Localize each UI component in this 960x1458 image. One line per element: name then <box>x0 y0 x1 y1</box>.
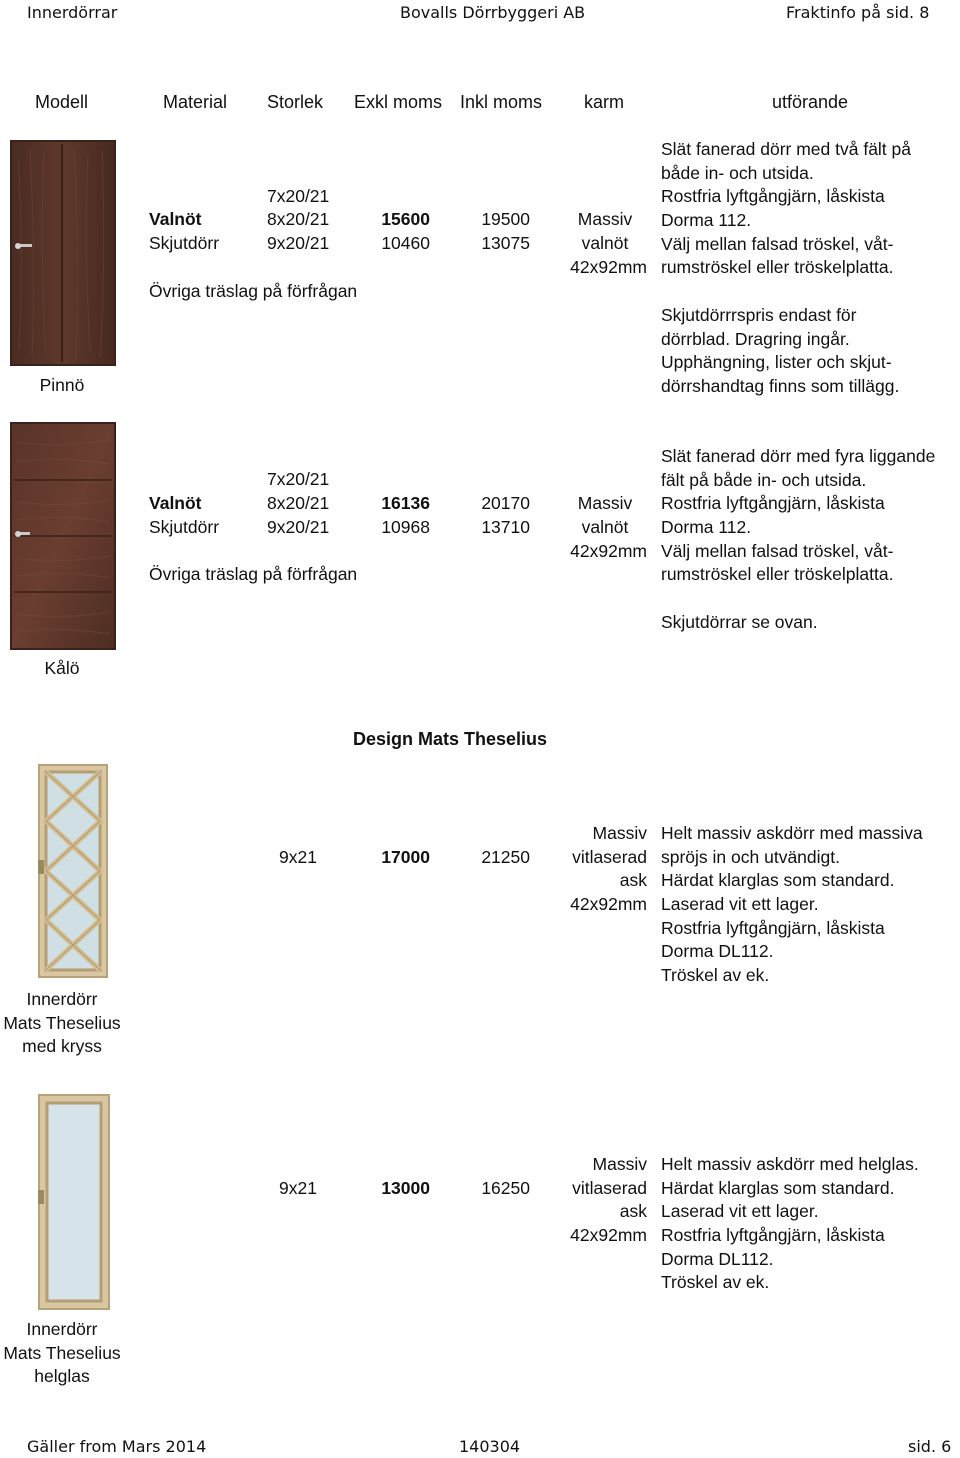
desc-line: dörrshandtag finns som tillägg. <box>661 375 900 396</box>
size-7x20: 7x20/21 <box>267 469 330 489</box>
desc-line: rumströskel eller tröskelplatta. <box>661 564 894 585</box>
desc-line: Slät fanerad dörr med två fält på <box>661 139 911 159</box>
price-inkl-skjut: 13075 <box>481 233 530 253</box>
karm-line: Massiv <box>592 823 647 843</box>
desc-line <box>661 587 935 611</box>
header-left: Innerdörrar <box>27 3 118 22</box>
col-header-material: Material <box>163 92 228 112</box>
other-wood-note: Övriga träslag på förfrågan <box>149 281 358 301</box>
material-skjutdorr: Skjutdörr <box>149 233 220 253</box>
price-inkl-skjut: 13710 <box>481 517 530 537</box>
model-name-line: Mats Theselius <box>3 1342 121 1363</box>
model-name-line: Mats Theselius <box>3 1012 121 1033</box>
karm-line: vitlaserad <box>572 846 647 867</box>
size-8x20: 8x20/21 <box>267 209 330 229</box>
desc-line: rumströskel eller tröskelplatta. <box>661 257 894 278</box>
price-inkl: 16250 <box>481 1178 530 1198</box>
price-inkl: 20170 <box>481 493 530 513</box>
karm-line: ask <box>619 870 647 891</box>
col-header-storlek: Storlek <box>267 92 324 112</box>
size-9x20: 9x20/21 <box>267 233 330 253</box>
material-skjutdorr: Skjutdörr <box>149 517 220 537</box>
desc-line: fält på både in- och utsida. <box>661 469 867 490</box>
size: 9x21 <box>279 1178 317 1198</box>
karm-line: 42x92mm <box>570 1225 647 1246</box>
col-header-inkl-moms: Inkl moms <box>460 92 543 112</box>
desc-line: Tröskel av ek. <box>661 1272 770 1293</box>
price-exkl: 13000 <box>381 1178 430 1198</box>
desc-line: Helt massiv askdörr med massiva <box>661 823 923 843</box>
desc-line: Dorma 112. <box>661 210 752 231</box>
price-inkl: 21250 <box>481 847 530 867</box>
desc-line: Upphängning, lister och skjut- <box>661 352 892 373</box>
desc-line: Laserad vit ett lager. <box>661 894 819 915</box>
desc-line: Dorma 112. <box>661 517 752 538</box>
door-image-pinno <box>10 140 116 366</box>
karm-line: Massiv <box>592 1154 647 1174</box>
desc-line: Rostfria lyftgångjärn, låskista <box>661 917 885 938</box>
price-exkl: 16136 <box>381 493 430 513</box>
model-name: Kålö <box>44 658 80 678</box>
desc-line: Tröskel av ek. <box>661 965 770 986</box>
desc-line: dörrblad. Dragring ingår. <box>661 328 850 349</box>
price-exkl-skjut: 10460 <box>381 233 430 253</box>
karm-line: 42x92mm <box>570 894 647 915</box>
karm-line: Massiv <box>577 493 633 513</box>
desc-line: Välj mellan falsad tröskel, våt- <box>661 233 894 254</box>
model-name-line: helglas <box>34 1366 90 1387</box>
description <box>661 445 935 635</box>
other-wood-note: Övriga träslag på förfrågan <box>149 564 358 584</box>
price-exkl: 15600 <box>381 209 430 229</box>
karm-line: valnöt <box>581 517 629 537</box>
desc-line: Skjutdörrrspris endast för <box>661 304 857 325</box>
section-title: Design Mats Theselius <box>353 729 548 749</box>
header-company: Bovalls Dörrbyggeri AB <box>400 3 586 22</box>
header-freight-info: Fraktinfo på sid. 8 <box>786 3 930 22</box>
desc-line: både in- och utsida. <box>661 162 814 183</box>
desc-line: Rostfria lyftgångjärn, låskista <box>661 1225 885 1246</box>
door-image-kalo <box>10 422 116 650</box>
karm-line: valnöt <box>581 233 629 253</box>
karm-line: ask <box>619 1201 647 1222</box>
desc-line: Slät fanerad dörr med fyra liggande <box>661 446 936 466</box>
size-7x20: 7x20/21 <box>267 186 330 206</box>
desc-line: Rostfria lyftgångjärn, låskista <box>661 493 885 514</box>
desc-line: spröjs in och utvändigt. <box>661 846 840 867</box>
model-name: Pinnö <box>39 375 85 395</box>
col-header-exkl-moms: Exkl moms <box>354 92 443 112</box>
material-valnot: Valnöt <box>149 493 202 513</box>
description <box>661 822 923 988</box>
material-valnot: Valnöt <box>149 209 202 229</box>
door-image-helglas <box>38 1094 110 1310</box>
karm <box>540 1153 647 1248</box>
size-8x20: 8x20/21 <box>267 493 330 513</box>
model-name-line: Innerdörr <box>26 989 98 1009</box>
karm-line: 42x92mm <box>570 541 647 561</box>
size-9x20: 9x20/21 <box>267 517 330 537</box>
footer-date-code: 140304 <box>459 1437 521 1456</box>
model-name-line: med kryss <box>22 1036 102 1057</box>
desc-line: Helt massiv askdörr med helglas. <box>661 1154 919 1174</box>
door-image-kryss <box>38 764 108 978</box>
col-header-karm: karm <box>584 92 624 112</box>
karm-line: 42x92mm <box>570 257 647 277</box>
model-name <box>0 988 124 1059</box>
description <box>661 138 911 399</box>
price-exkl: 17000 <box>381 847 430 867</box>
price-exkl-skjut: 10968 <box>381 517 430 537</box>
desc-line: Laserad vit ett lager. <box>661 1201 819 1222</box>
size: 9x21 <box>279 847 317 867</box>
desc-line: Dorma DL112. <box>661 941 774 962</box>
description <box>661 1153 919 1295</box>
col-header-utforande: utförande <box>772 92 849 112</box>
desc-line: Härdat klarglas som standard. <box>661 870 895 891</box>
col-header-modell: Modell <box>35 92 89 112</box>
footer-page-number: sid. 6 <box>908 1437 952 1456</box>
desc-line: Välj mellan falsad tröskel, våt- <box>661 540 894 561</box>
karm-line: Massiv <box>577 209 633 229</box>
desc-line <box>661 280 911 304</box>
model-name-line: Innerdörr <box>26 1319 98 1339</box>
karm-line: vitlaserad <box>572 1177 647 1198</box>
footer-validity: Gäller from Mars 2014 <box>27 1437 207 1456</box>
karm <box>540 822 647 917</box>
desc-line: Skjutdörrar se ovan. <box>661 611 818 632</box>
model-name <box>0 1318 124 1389</box>
desc-line: Dorma DL112. <box>661 1248 774 1269</box>
desc-line: Rostfria lyftgångjärn, låskista <box>661 186 885 207</box>
desc-line: Härdat klarglas som standard. <box>661 1177 895 1198</box>
price-inkl: 19500 <box>481 209 530 229</box>
